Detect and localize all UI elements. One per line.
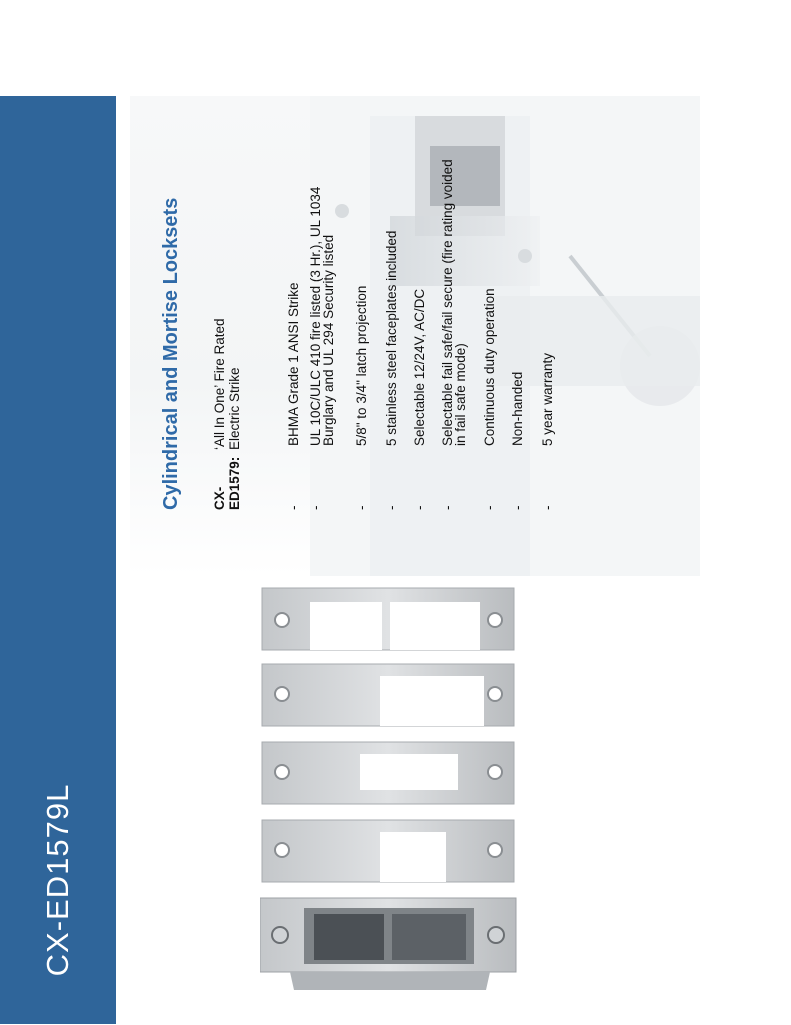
strike-body bbox=[260, 898, 516, 990]
model-line bbox=[212, 150, 242, 510]
faceplate-4 bbox=[262, 820, 514, 882]
text-block: Cylindrical and Mortise Locksets CX-ED1579:‘All In One’ Fire Rated Electric Strike - BHMA Grade 1 ANSI Strike - UL 10C/ULC 410 fire listed (3 Hr.), UL 1034 Burglary and UL 294 Security listed - 5/8" to 3/4" latch projection - 5 stainless steel faceplates included - Selectable 12/24V, AC/DC - Selectable fail safe/fail secure (fire rating voided in fail safe mode) - Continuous duty operation - Non-handed - 5 year warranty bbox=[160, 150, 560, 510]
faceplates-graphic bbox=[260, 580, 520, 1020]
model-number-title: CX-ED1579L bbox=[40, 783, 75, 977]
model-description: ‘All In One’ Fire Rated Electric Strike bbox=[212, 318, 242, 450]
faceplate-3 bbox=[262, 742, 514, 804]
faceplates-illustration bbox=[260, 580, 520, 1020]
model-label: CX-ED1579: bbox=[212, 456, 242, 510]
section-heading: Cylindrical and Mortise Locksets bbox=[160, 197, 182, 510]
faceplate-2 bbox=[262, 664, 514, 726]
faceplate-1 bbox=[262, 588, 514, 650]
